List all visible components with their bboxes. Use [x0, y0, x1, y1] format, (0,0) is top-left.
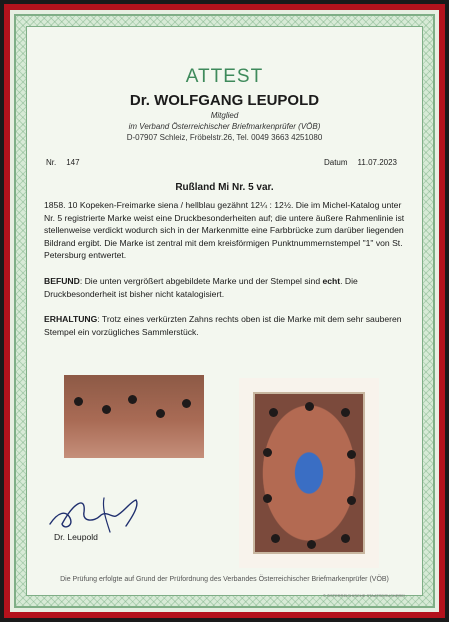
stamp-full-image	[239, 378, 379, 568]
certificate-date-label: Datum	[323, 158, 348, 167]
cancel-dot	[347, 496, 356, 505]
cancel-dot	[156, 409, 165, 418]
cancel-dot	[263, 448, 272, 457]
cancel-dot	[263, 494, 272, 503]
befund-text-1: : Die unten vergrößert abgebildete Marke und der Stempel sind	[79, 276, 323, 286]
erhaltung-label: ERHALTUNG	[44, 314, 98, 324]
cancel-dot	[347, 450, 356, 459]
cancel-dot	[182, 399, 191, 408]
cancel-dot	[341, 534, 350, 543]
certificate-number-value: 147	[66, 158, 80, 167]
certificate-title: ATTEST	[185, 66, 264, 87]
expert-address: D-07907 Schleiz, Fröbelstr.26, Tel. 0049 3663 4251080	[126, 133, 323, 142]
stamp-design	[253, 392, 365, 554]
handwritten-signature	[44, 492, 154, 537]
cancel-dot	[341, 408, 350, 417]
erhaltung-section	[44, 313, 409, 338]
footer-note: Die Prüfung erfolgte auf Grund der Prüfordnung des Verbandes Österreichischer Briefmarkenprüfer (VÖB)	[60, 576, 389, 583]
erhaltung-text: : Trotz eines verkürzten Zahns rechts oben ist die Marke mit dem sehr sauberen Stempel ein vorzügliches Sammlerstück.	[44, 314, 402, 337]
certificate-number-label: Nr.	[46, 158, 57, 167]
cancel-dot	[269, 408, 278, 417]
cancel-dot	[102, 405, 111, 414]
certificate-date-value: 11.07.2023	[357, 158, 397, 167]
stamp-detail-image	[64, 375, 204, 458]
certificate-sheet	[4, 4, 445, 618]
befund-emphasis: echt	[322, 276, 341, 286]
stamp-heading: Rußland Mi Nr. 5 var.	[175, 182, 274, 193]
stamp-description: 1858. 10 Kopeken-Freimarke siena / hellblau gezähnt 12¼ : 12½. Die im Michel-Katalog unter Nr. 5 registrierte Marke weist eine Druckbesonderheiten auf; die untere äußere Rahmenlinie ist stellenweise verdickt wodurch sich in der Markenmitte eine Farbbrücke zum darüber liegenden Bildrand ergibt. Die Marke ist zentral mit dem kreisförmigen Punktnummernstempel "1" von St. Petersburg entwertet.	[44, 200, 405, 260]
certificate-date	[324, 158, 397, 167]
certificate-number	[46, 158, 80, 167]
befund-section	[44, 275, 409, 300]
cancel-dot	[74, 397, 83, 406]
signature-label: Dr. Leupold	[54, 532, 98, 542]
cancel-dot	[307, 540, 316, 549]
befund-label: BEFUND	[44, 276, 80, 286]
cancel-dot	[271, 534, 280, 543]
membership-line: Mitglied	[210, 111, 239, 120]
cancel-dot	[128, 395, 137, 404]
printer-copyright: © ÖSTERREICHISCHE STAATSDRUCKEREI	[322, 593, 405, 598]
befund-text-2: . Die Druckbesonderheit ist bisher nicht katalogisiert.	[44, 276, 358, 299]
expert-name: Dr. WOLFGANG LEUPOLD	[129, 92, 320, 109]
cancel-dot	[305, 402, 314, 411]
association-line: im Verband Österreichischer Briefmarkenprüfer (VÖB)	[128, 122, 321, 131]
